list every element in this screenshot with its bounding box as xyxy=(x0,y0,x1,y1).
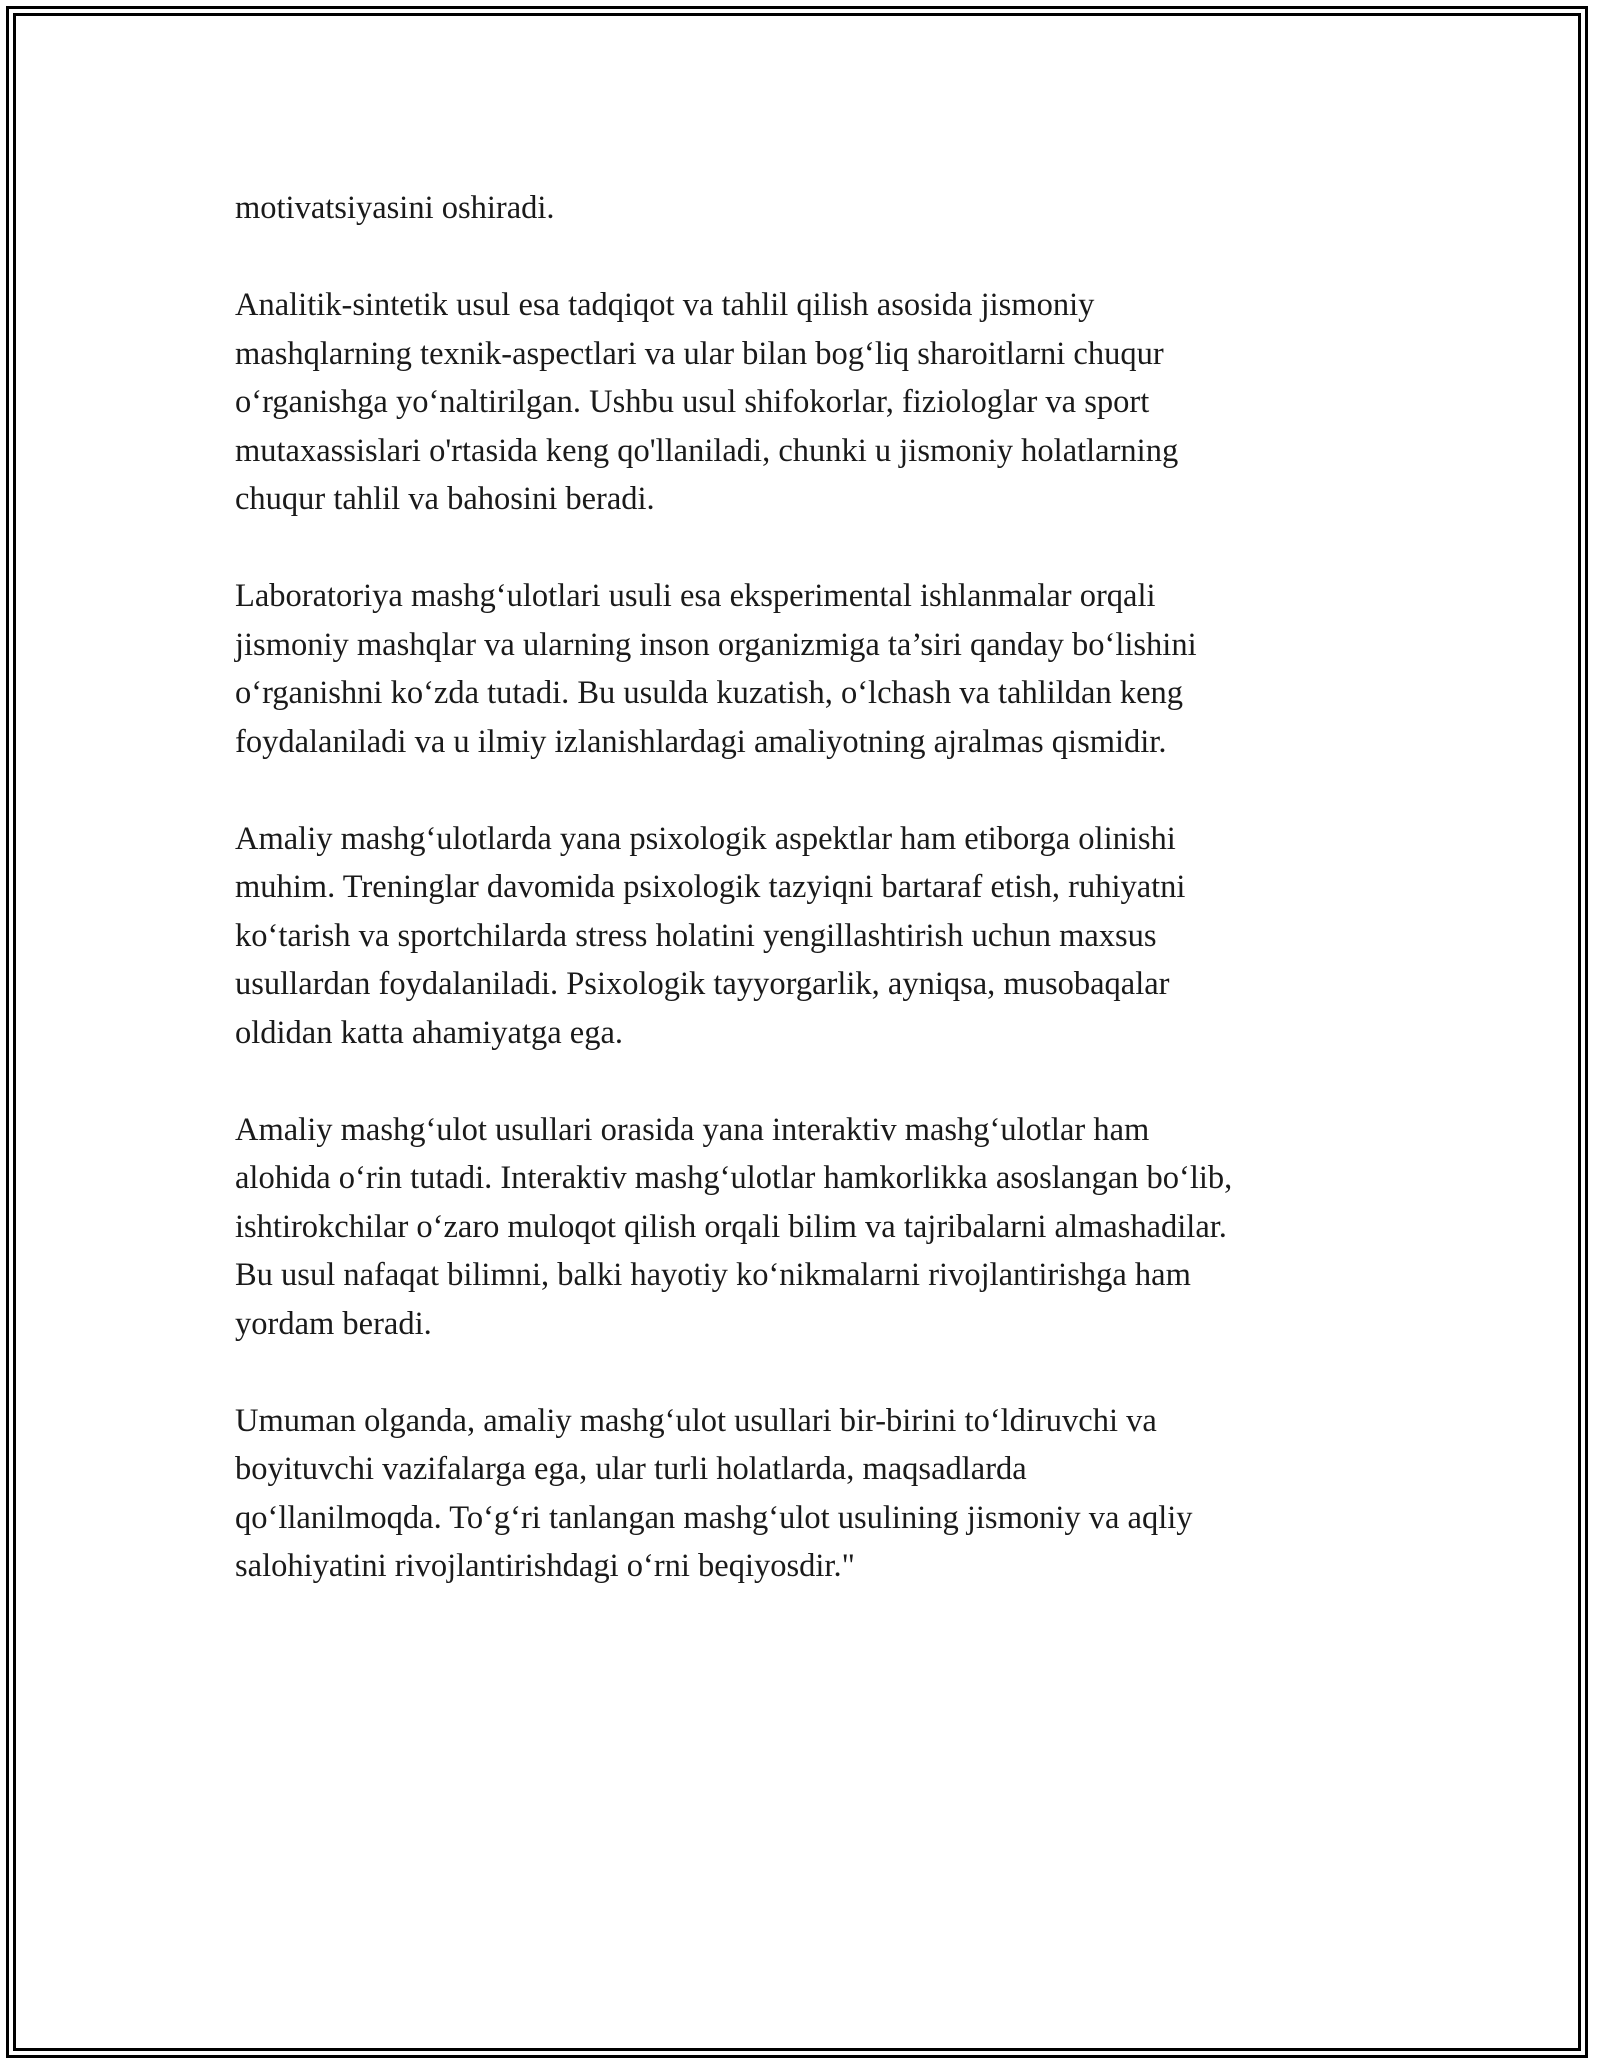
paragraph-3: Laboratoriya mashg‘ulotlari usuli esa eksperimental ishlanmalar orqali jismoniy mashqlar va ularning inson organizmiga ta’siri qanday bo‘lishini o‘rganishni ko‘zda tutadi. Bu usulda kuzatish, o‘lchash va tahlildan keng foydalaniladi va u ilmiy izlanishlardagi amaliyotning ajralmas qismidir. xyxy=(235,578,1197,760)
paragraph-5: Amaliy mashg‘ulot usullari orasida yana interaktiv mashg‘ulotlar ham alohida o‘rin tutadi. Interaktiv mashg‘ulotlar hamkorlikka asoslangan bo‘lib, ishtirokchilar o‘zaro muloqot qilish orqali bilim va tajribalarni almashadilar. Bu usul nafaqat bilimni, balki hayotiy ko‘nikmalarni rivojlantirishga ham yordam beradi. xyxy=(235,1111,1233,1342)
paragraph-1: motivatsiyasini oshiradi. xyxy=(235,190,555,226)
paragraph-4: Amaliy mashg‘ulotlarda yana psixologik aspektlar ham etiborga olinishi muhim. Treninglar davomida psixologik tazyiqni bartaraf etish, ruhiyatni ko‘tarish va sportchilarda stress holatini yengillashtirish uchun maxsus usullardan foydalaniladi. Psixologik tayyorgarlik, ayniqsa, musobaqalar oldidan katta ahamiyatga ega. xyxy=(235,820,1186,1051)
document-body xyxy=(235,184,1375,1639)
paragraph-2: Analitik-sintetik usul esa tadqiqot va tahlil qilish asosida jismoniy mashqlarning texnik-aspectlari va ular bilan bog‘liq sharoitlarni chuqur o‘rganishga yo‘naltirilgan. Ushbu usul shifokorlar, fiziologlar va sport mutaxassislari o'rtasida keng qo'llaniladi, chunki u jismoniy holatlarning chuqur tahlil va bahosini beradi. xyxy=(235,287,1179,517)
paragraph-6: Umuman olganda, amaliy mashg‘ulot usullari bir-birini to‘ldiruvchi va boyituvchi vazifalarga ega, ular turli holatlarda, maqsadlarda qo‘llanilmoqda. To‘g‘ri tanlangan mashg‘ulot usulining jismoniy va aqliy salohiyatini rivojlantirishdagi o‘rni beqiyosdir." xyxy=(235,1402,1193,1584)
